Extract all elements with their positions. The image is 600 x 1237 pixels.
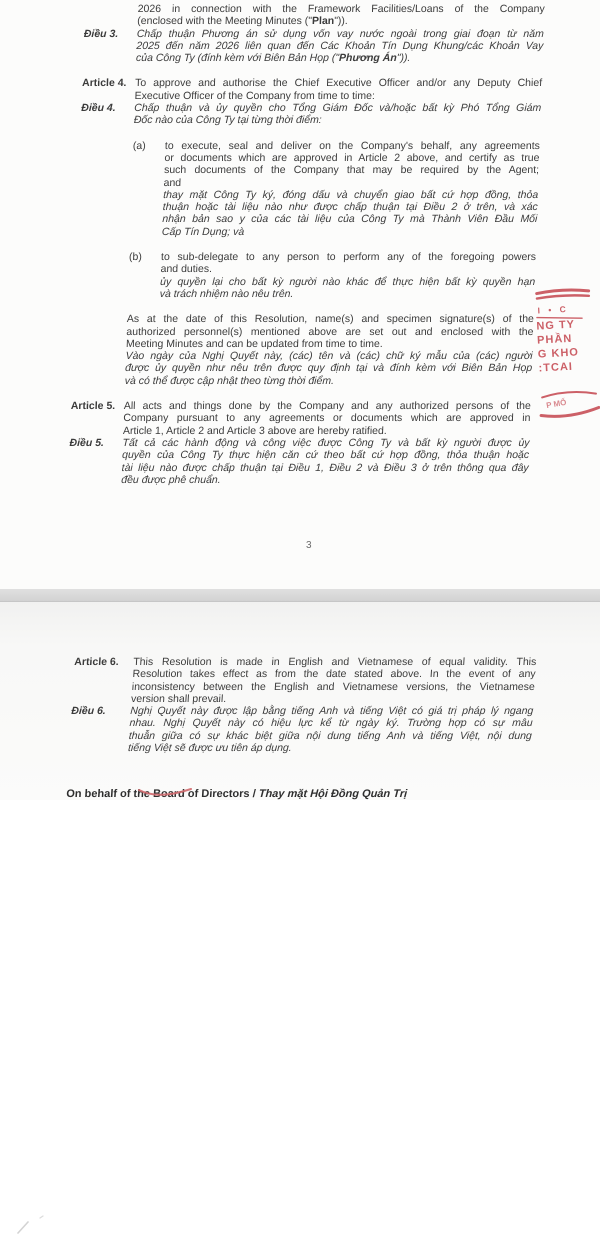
article-label xyxy=(79,152,132,164)
text-segment: Thay mặt Hội Đồng Quản Trị xyxy=(258,788,408,801)
text-segment: (enclosed with the Meeting Minutes (" xyxy=(137,15,313,28)
doc-line xyxy=(72,350,532,362)
item-marker xyxy=(131,189,163,201)
doc-line xyxy=(75,276,535,288)
article-label xyxy=(72,693,132,705)
text-segment: Plan xyxy=(311,15,335,28)
signature-stroke xyxy=(136,787,196,800)
article-label xyxy=(80,140,133,152)
text-segment: thay mặt Công Ty ký, đóng dấu và chuyển giao bất cứ hợp đồng, thỏa xyxy=(162,188,539,201)
text-segment: Chấp thuận và ủy quyền cho Tổng Giám Đốc và/hoặc bất kỳ Phó Tổng Giám xyxy=(134,102,542,115)
line-text xyxy=(164,164,539,176)
doc-line xyxy=(81,114,541,126)
doc-line xyxy=(73,326,533,338)
line-text xyxy=(131,681,535,693)
line-text xyxy=(127,313,534,325)
text-segment: được ủy quyền như nêu trên được quy định tại và đính kèm với Biên Bản Họp xyxy=(124,362,533,375)
line-text xyxy=(124,375,531,387)
text-segment: This Resolution is made in English and Vietnamese of equal validity. This xyxy=(132,656,537,668)
text-segment: ")). xyxy=(396,52,411,65)
item-marker: (a) xyxy=(132,139,146,152)
line-text xyxy=(136,40,543,52)
article-label xyxy=(70,425,123,437)
article-label xyxy=(70,717,130,729)
line-text xyxy=(162,213,537,225)
text-segment: và trách nhiệm nào nêu trên. xyxy=(159,287,294,300)
article-label xyxy=(83,52,136,64)
doc-line xyxy=(80,140,540,152)
article-label xyxy=(78,201,131,213)
item-marker xyxy=(130,213,162,225)
paragraph-group xyxy=(83,3,545,64)
line-text xyxy=(131,693,535,705)
line-text xyxy=(135,77,542,89)
doc-line xyxy=(69,730,532,742)
line-text xyxy=(136,52,543,64)
article-label: Điều 5. xyxy=(69,436,105,449)
article-label xyxy=(77,226,130,238)
text-segment: Resolution takes effect as from the date stated above. In the event of any xyxy=(132,668,536,681)
line-text xyxy=(132,668,536,680)
article-label xyxy=(84,3,137,15)
doc-line xyxy=(71,375,531,387)
document-page-2 xyxy=(0,602,600,800)
pencil-mark xyxy=(14,1213,48,1237)
text-segment: 2026 in connection with the Framework Facilities/Loans of the Company xyxy=(137,3,545,15)
doc-line xyxy=(68,462,528,474)
line-text xyxy=(122,437,529,449)
line-text xyxy=(133,656,537,668)
doc-line xyxy=(72,693,535,705)
text-segment: Vào ngày của Nghị Quyết này, (các) tên và (các) chữ ký mẫu của (các) người xyxy=(125,350,533,363)
line-text xyxy=(163,201,538,213)
item-marker: (b) xyxy=(128,251,143,264)
article-label xyxy=(78,189,131,201)
doc-line xyxy=(75,288,535,300)
line-text xyxy=(125,362,532,374)
line-text xyxy=(134,90,541,102)
doc-line xyxy=(72,681,535,693)
company-seal-stamp xyxy=(532,284,600,427)
article-label: Điều 6. xyxy=(70,705,107,718)
line-text xyxy=(162,226,537,238)
line-text xyxy=(121,474,528,486)
article-label: Điều 4. xyxy=(81,102,116,115)
article-label xyxy=(69,730,129,742)
paragraph-group xyxy=(77,140,540,238)
article-label xyxy=(72,681,132,693)
doc-line xyxy=(77,213,537,225)
article-label xyxy=(74,313,127,325)
doc-line xyxy=(83,52,543,64)
paragraph-group xyxy=(81,77,543,126)
doc-line xyxy=(75,263,535,275)
paragraph-group xyxy=(68,400,531,486)
doc-line xyxy=(84,3,544,15)
doc-line xyxy=(84,28,544,40)
item-marker xyxy=(131,201,163,213)
doc-line xyxy=(69,742,532,754)
line-text xyxy=(161,251,536,263)
line-text xyxy=(126,326,533,338)
article-label: Article 4. xyxy=(81,77,127,90)
seal-text-fragment: :TCAI xyxy=(538,360,574,375)
doc-line xyxy=(82,77,542,89)
line-text xyxy=(137,3,544,15)
article-label xyxy=(75,263,128,275)
line-text xyxy=(163,189,538,201)
line-text xyxy=(129,717,533,729)
item-marker xyxy=(132,164,164,176)
text-segment: inconsistency between the English and Vietnamese versions, the Vietnamese xyxy=(131,680,536,693)
text-segment: Nghị Quyết này được lập bằng tiếng Anh và tiếng Việt có giá trị pháp lý ngang xyxy=(129,705,534,718)
line-text xyxy=(130,705,534,717)
line-text xyxy=(128,742,532,754)
article-label xyxy=(73,668,133,680)
article-label: Article 5. xyxy=(70,400,116,413)
doc-line xyxy=(68,474,528,486)
text-segment: Article 1, Article 2 and Article 3 above are hereby ratified. xyxy=(122,424,387,437)
page-2-text-body xyxy=(0,602,540,801)
line-text xyxy=(137,15,544,27)
article-label xyxy=(73,338,126,350)
line-text xyxy=(128,730,532,742)
doc-line xyxy=(77,226,537,238)
seal-arc-bottom-1 xyxy=(542,391,596,398)
article-label xyxy=(72,350,125,362)
article-label xyxy=(73,326,126,338)
doc-line xyxy=(74,656,537,668)
text-segment: nhau. Nghị Quyết này có hiệu lực kể từ ngày ký. Trường hợp có sự mâu xyxy=(129,717,533,730)
article-label xyxy=(69,449,122,461)
text-segment: 2025 đến năm 2026 liên quan đến Các Khoản Tín Dụng Khung/các Khoản Vay xyxy=(136,39,544,52)
doc-line xyxy=(69,437,529,449)
document-page-1 xyxy=(0,0,600,589)
seal-arc-top-1 xyxy=(537,289,589,294)
line-text xyxy=(137,28,544,40)
doc-line xyxy=(79,164,539,176)
line-text xyxy=(125,350,532,362)
text-segment: authorized personnel(s) mentioned above are set out and enclosed with the xyxy=(126,325,534,338)
article-label xyxy=(79,164,132,176)
line-text xyxy=(164,152,539,164)
text-segment: nhận bản sao y của các tài liệu của Công Ty mà Thành Viên Đầu Mối xyxy=(162,213,538,226)
line-text xyxy=(126,338,533,350)
text-segment: ủy quyền lại cho bất kỳ người nào khác để thực hiện bất kỳ quyền hạn xyxy=(159,275,536,288)
line-text xyxy=(134,102,541,114)
doc-line xyxy=(73,338,533,350)
line-text xyxy=(124,400,531,412)
article-label xyxy=(81,90,134,102)
doc-line xyxy=(78,189,538,201)
doc-line xyxy=(70,717,533,729)
doc-line xyxy=(73,668,536,680)
text-segment: and duties. xyxy=(160,263,213,276)
text-segment: to execute, seal and deliver on the Company's behalf, any agreements xyxy=(164,139,541,152)
item-marker xyxy=(128,263,160,275)
line-text xyxy=(160,263,535,275)
text-segment: của Công Ty (đính kèm với Biên Bản Họp (" xyxy=(135,52,340,65)
doc-line xyxy=(78,201,538,213)
doc-line xyxy=(70,425,530,437)
doc-line xyxy=(71,705,534,717)
text-segment: and xyxy=(163,176,182,189)
seal-text-fragment: PHẦN xyxy=(536,332,573,347)
doc-line xyxy=(84,15,544,27)
paragraph-group xyxy=(75,251,537,300)
doc-line xyxy=(69,449,529,461)
text-segment: Company pursuant to any agreements or documents which are approved in xyxy=(123,412,531,425)
text-segment: On behalf of the Board of Directors / xyxy=(65,788,260,801)
paragraph-group xyxy=(69,656,537,754)
article-label xyxy=(72,362,125,374)
text-segment: to sub-delegate to any person to perform any of the foregoing powers xyxy=(160,251,537,264)
page-number: 3 xyxy=(306,540,312,551)
line-text xyxy=(160,276,535,288)
seal-text-fragment: P MỐ xyxy=(545,397,568,411)
item-marker xyxy=(130,226,162,238)
item-marker xyxy=(128,288,160,300)
doc-line xyxy=(78,177,538,189)
article-label xyxy=(70,412,123,424)
article-label: Điều 3. xyxy=(83,27,119,40)
text-segment: đều được phê chuẩn. xyxy=(121,473,221,486)
article-label xyxy=(69,742,129,754)
page-break-divider xyxy=(0,589,600,602)
article-label xyxy=(81,114,134,126)
page-2-articles xyxy=(69,656,537,754)
text-segment: quyền của Công Ty thực hiện căn cứ theo bất cứ hợp đồng, thỏa thuận hoặc xyxy=(121,449,530,462)
text-segment: ")). xyxy=(333,15,349,28)
text-segment: tài liệu nào được chấp thuận tại Điều 1, Điều 2 và Điều 3 ở trên thông qua đây xyxy=(121,461,529,474)
text-segment: Tất cả các hành động và công việc được Công Ty và bất kỳ người được ủy xyxy=(122,436,530,449)
text-segment: To approve and authorise the Chief Executive Officer and/or any Deputy Chief xyxy=(134,77,543,90)
item-marker xyxy=(131,177,163,189)
text-segment: tiếng Việt sẽ được ưu tiên áp dụng. xyxy=(127,742,293,755)
line-text xyxy=(160,288,535,300)
text-segment: thuẫn giữa có sự khác biệt giữa nội dung tiếng Anh và tiếng Việt, nội dung xyxy=(128,729,533,742)
article-label xyxy=(83,40,136,52)
doc-line xyxy=(72,362,532,374)
line-text xyxy=(165,140,540,152)
text-segment: version shall prevail. xyxy=(130,692,227,705)
line-text xyxy=(123,412,530,424)
article-label xyxy=(68,462,121,474)
seal-text-fragment: G KHO xyxy=(537,346,580,361)
seal-text-fragment: NG TY xyxy=(536,318,576,333)
article-label xyxy=(68,474,121,486)
doc-line xyxy=(81,102,541,114)
text-segment: thuận hoặc tài liệu nào như được chấp thuận tại Điều 2 ở trên, và xác xyxy=(162,201,538,214)
item-marker xyxy=(128,276,160,288)
item-marker xyxy=(132,152,164,164)
line-text xyxy=(122,449,529,461)
article-label xyxy=(76,251,129,263)
article-label xyxy=(77,213,130,225)
doc-line xyxy=(70,412,530,424)
article-label xyxy=(71,375,124,387)
text-segment: Đốc nào của Công Ty tại từng thời điểm: xyxy=(133,114,322,127)
paragraph-group xyxy=(71,313,534,387)
doc-line xyxy=(76,251,536,263)
seal-text-fragment: I • C xyxy=(537,303,570,316)
page-1-text-body xyxy=(0,0,545,486)
seal-arc-top-2 xyxy=(537,294,589,298)
text-segment: Chấp thuận Phương án sử dụng vốn vay nước ngoài trong giai đoạn từ năm xyxy=(136,27,545,40)
text-segment: và có thể được cập nhật theo từng thời điểm. xyxy=(124,374,335,387)
article-label xyxy=(75,276,128,288)
line-text xyxy=(121,462,528,474)
article-label xyxy=(75,288,128,300)
text-segment: Executive Officer of the Company from time to time: xyxy=(134,89,376,102)
doc-line xyxy=(71,400,531,412)
text-segment: As at the date of this Resolution, name(s) and specimen signature(s) of the xyxy=(126,313,535,326)
text-segment: All acts and things done by the Company and any authorized persons of the xyxy=(123,400,532,413)
article-label xyxy=(78,177,131,189)
doc-line xyxy=(83,40,543,52)
line-text xyxy=(123,425,530,437)
text-segment: Phương Án xyxy=(338,52,397,65)
text-segment: or documents which are approved in Article 2 above, and certify as true xyxy=(164,151,540,164)
line-text xyxy=(134,114,541,126)
article-label xyxy=(84,15,137,27)
article-label: Article 6. xyxy=(73,656,120,668)
text-segment: such documents of the Company that may be required by the Agent; xyxy=(163,164,540,177)
line-text xyxy=(163,177,538,189)
text-segment: Cấp Tín Dụng; và xyxy=(161,225,245,238)
doc-line xyxy=(74,313,534,325)
doc-line xyxy=(79,152,539,164)
doc-line xyxy=(81,90,541,102)
text-segment: Meeting Minutes and can be updated from time to time. xyxy=(125,337,384,350)
